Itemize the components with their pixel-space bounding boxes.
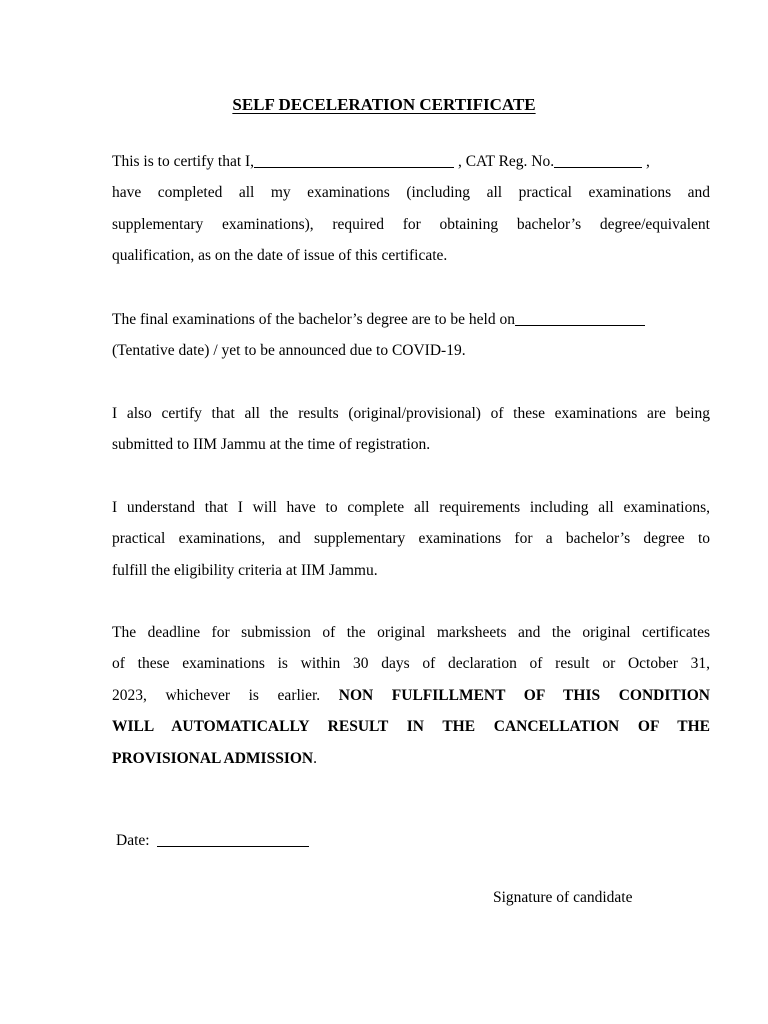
final-exam-date-blank[interactable] (515, 324, 645, 326)
deadline-line-3 (112, 680, 710, 711)
certify-line-4: qualification, as on the date of issue of this certificate. (112, 247, 448, 265)
deadline-line-3-text: 2023, whichever is earlier. (112, 686, 339, 704)
deadline-paragraph (112, 617, 710, 774)
date-blank[interactable] (157, 845, 309, 847)
requirements-line-3: fulfill the eligibility criteria at IIM Jammu. (112, 561, 378, 579)
final-exam-line-1 (112, 304, 710, 335)
deadline-line-5 (112, 743, 710, 774)
deadline-line-5-period: . (313, 749, 317, 767)
date-line (116, 829, 309, 853)
condition-warning-text: NON FULFILLMENT OF THIS CONDITION (338, 686, 710, 704)
candidate-name-blank[interactable] (254, 166, 454, 168)
deadline-line-4: WILL AUTOMATICALLY RESULT IN THE CANCELLATION OF THE (112, 718, 710, 736)
requirements-line-2: practical examinations, and supplementary examinations for a bachelor’s degree to (112, 530, 710, 548)
final-exam-line-2: (Tentative date) / yet to be announced due to COVID-19. (112, 342, 466, 360)
requirements-paragraph (112, 492, 710, 586)
deadline-line-1: The deadline for submission of the original marksheets and the original certificates (112, 624, 710, 641)
results-line-1: I also certify that all the results (original/provisional) of these examinations are being (112, 405, 710, 422)
certify-line-3: supplementary examinations), required for obtaining bachelor’s degree/equivalent (112, 215, 710, 233)
signature-label: Signature of candidate (493, 889, 633, 906)
requirements-line-1: I understand that I will have to complete all requirements including all examinations, (112, 499, 710, 516)
provisional-admission-text: PROVISIONAL ADMISSION (112, 749, 314, 767)
document-title (0, 93, 768, 117)
certify-intro-text: This is to certify that I, (112, 153, 255, 170)
certify-paragraph (112, 146, 710, 272)
final-exam-text: The final examinations of the bachelor’s degree are to be held on (112, 311, 515, 328)
cat-reg-label: , CAT Reg. No. (454, 153, 555, 170)
results-line-2: submitted to IIM Jammu at the time of registration. (112, 436, 431, 454)
date-label: Date: (116, 832, 150, 849)
certify-line-1 (112, 146, 710, 177)
certify-line-2: have completed all my examinations (including all practical examinations and (112, 184, 710, 202)
deadline-line-2: of these examinations is within 30 days of declaration of result or October 31, (112, 655, 710, 673)
certify-line-1-end: , (642, 153, 650, 170)
results-paragraph (112, 398, 710, 461)
cat-reg-number-blank[interactable] (554, 166, 642, 168)
document-title-text: SELF DECELERATION CERTIFICATE (232, 95, 536, 114)
final-exam-paragraph (112, 304, 710, 367)
